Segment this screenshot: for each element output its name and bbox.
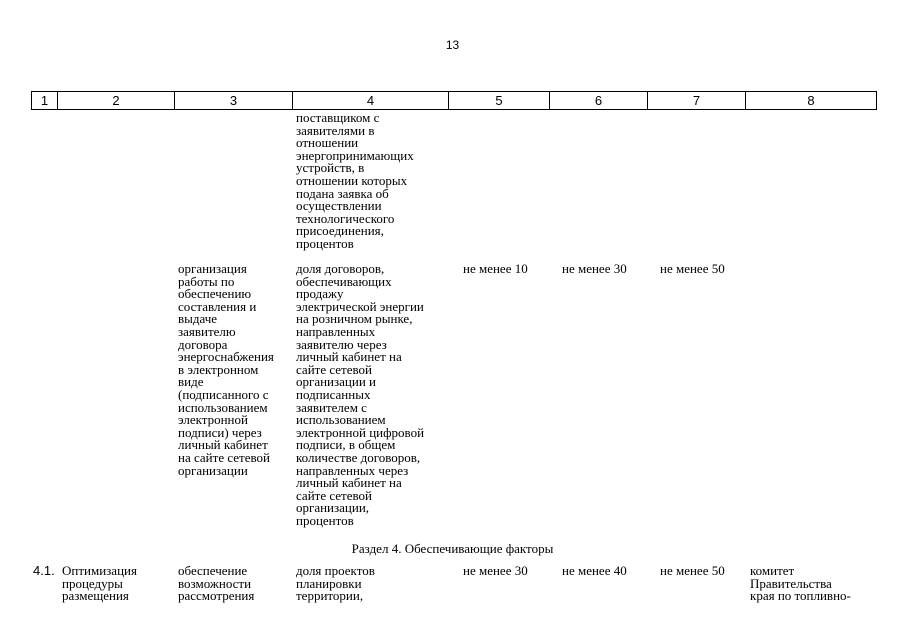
row-4-1-responsible: комитет Правительства края по топливно- (750, 563, 851, 604)
row-4-1-measure: обеспечение возможности рассмотрения (178, 563, 255, 604)
header-col-4: 4 (293, 92, 449, 109)
header-col-3: 3 (175, 92, 293, 109)
contract-target-2020: не менее 30 (562, 261, 627, 276)
row-4-1-target-2021: не менее 50 (660, 563, 725, 578)
section-title: Раздел 4. Обеспечивающие факторы (351, 541, 554, 556)
contract-measure-text: организация работы по обеспечению составления и выдаче заявителю договора энергоснабжения в электронном виде (подписанного с использованием электронной подписи) через личный кабинет на сайте сетевой организации (178, 261, 274, 478)
contract-indicator-text: доля договоров, обеспечивающих продажу электрической энергии на розничном рынке, направленных заявителю через личный кабинет на сайте сетевой организации и подписанных заявителем с использованием электронной цифровой подписи, в общем количестве договоров, направленных через личный кабинет на сайте сетевой организации, процентов (296, 261, 425, 528)
table-header-row (31, 91, 877, 110)
header-col-2: 2 (58, 92, 175, 109)
contract-target-2019: не менее 10 (463, 261, 528, 276)
continuation-indicator-text: поставщиком с заявителями в отношении энергопринимающих устройств, в отношении которых подана заявка об осуществлении технологического присоединения, процентов (296, 110, 414, 251)
header-col-8: 8 (807, 93, 815, 108)
row-4-1-indicator: доля проектов планировки территории, (296, 563, 375, 604)
page-number: 13 (445, 38, 460, 52)
row-4-1-number: 4.1. (33, 563, 55, 578)
row-4-1-target-2019: не менее 30 (463, 563, 528, 578)
header-col-7: 7 (648, 92, 746, 109)
header-col-1: 1 (32, 92, 58, 109)
header-col-6: 6 (550, 92, 648, 109)
row-4-1-target-2020: не менее 40 (562, 563, 627, 578)
contract-target-2021: не менее 50 (660, 261, 725, 276)
row-4-1-name: Оптимизация процедуры размещения (62, 563, 137, 604)
header-col-5: 5 (449, 92, 550, 109)
